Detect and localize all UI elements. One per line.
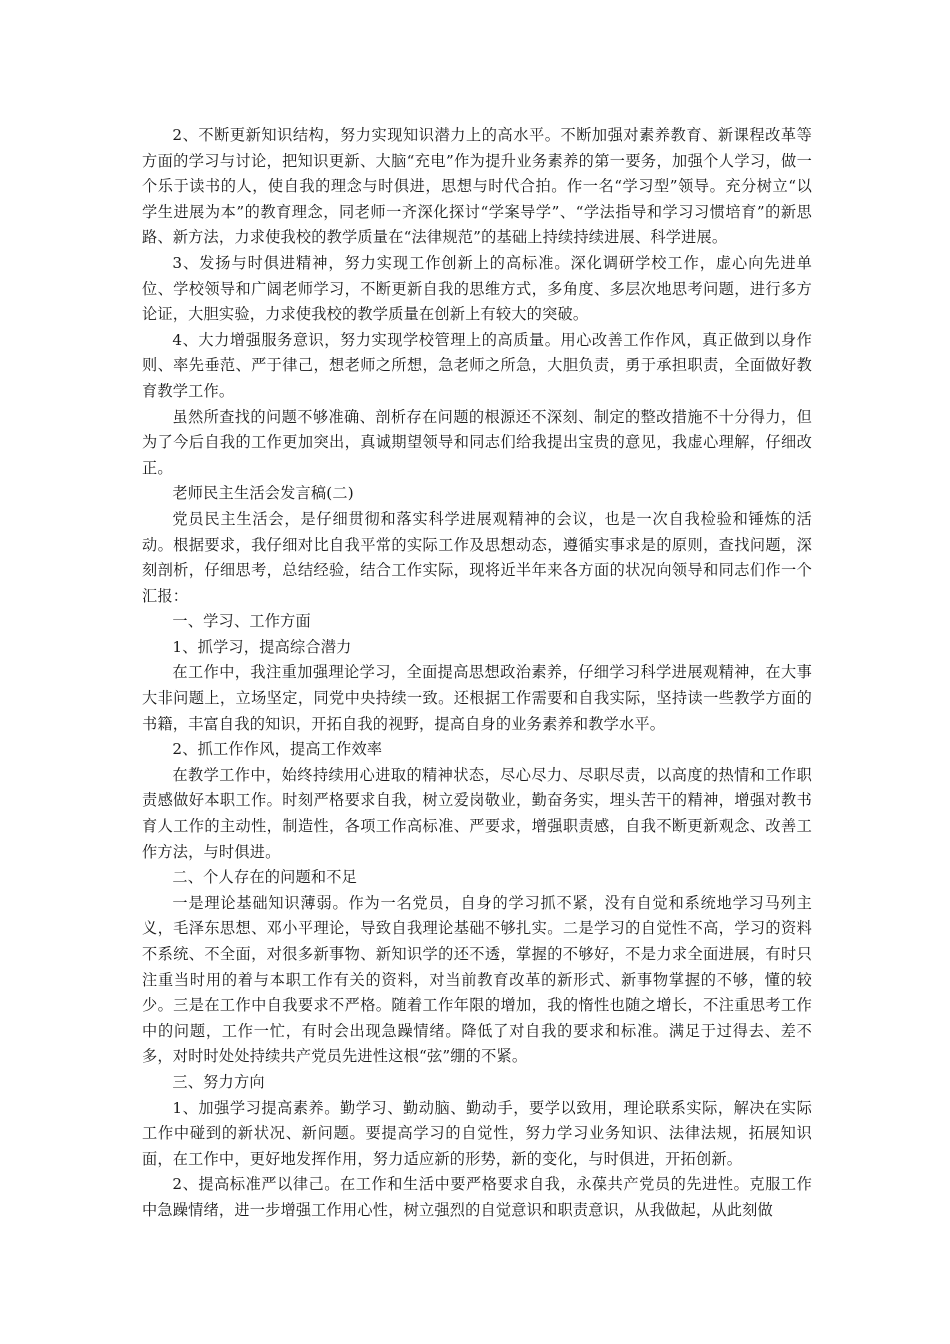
subsection-heading: 1、抓学习，提高综合潜力 xyxy=(172,637,352,656)
section-heading: 三、努力方向 xyxy=(172,1072,265,1091)
paragraph: 1、加强学习提高素养。勤学习、勤动脑、勤动手，要学以致用，理论联系实际，解决在实际工作中碰到的新状况、新问题。要提高学习的自觉性，努力学习业务知识、法律法规，拓展知识面，在工作中，更好地发挥作用，努力适应新的形势，新的变化，与时俱进，开拓创新。 xyxy=(142,1098,812,1168)
document-body xyxy=(142,123,812,1224)
section-heading: 一、学习、工作方面 xyxy=(172,612,311,631)
section-title: 老师民主生活会发言稿(二) xyxy=(172,484,354,503)
paragraph: 2、提高标准严以律己。在工作和生活中要严格要求自我，永葆共产党员的先进性。克服工作中急躁情绪，进一步增强工作用心性，树立强烈的自觉意识和职责意识，从我做起，从此刻做 xyxy=(142,1175,812,1219)
subsection-heading: 2、抓工作作风，提高工作效率 xyxy=(172,740,383,759)
paragraph: 4、大力增强服务意识，努力实现学校管理上的高质量。用心改善工作作风，真正做到以身作则、率先垂范、严于律己，想老师之所想，急老师之所急，大胆负责，勇于承担职责，全面做好教育教学工作。 xyxy=(142,330,812,400)
paragraph: 2、不断更新知识结构，努力实现知识潜力上的高水平。不断加强对素养教育、新课程改革等方面的学习与讨论，把知识更新、大脑“充电”作为提升业务素养的第一要务，加强个人学习，做一个乐于读书的人，使自我的理念与时俱进，思想与时代合拍。作一名“学习型”领导。充分树立“以学生进展为本”的教育理念，同老师一齐深化探讨“学案导学”、“学法指导和学习习惯培育”的新思路、新方法，力求使我校的教学质量在“法律规范”的基础上持续持续进展、科学进展。 xyxy=(142,126,812,247)
section-heading: 二、个人存在的问题和不足 xyxy=(172,868,358,887)
paragraph: 一是理论基础知识薄弱。作为一名党员，自身的学习抓不紧，没有自觉和系统地学习马列主义，毛泽东思想、邓小平理论，导致自我理论基础不够扎实。二是学习的自觉性不高，学习的资料不系统、不全面，对很多新事物、新知识学的还不透，掌握的不够好，不是力求全面进展，有时只注重当时用的着与本职工作有关的资料，对当前教育改革的新形式、新事物掌握的不够，懂的较少。三是在工作中自我要求不严格。随着工作年限的增加，我的惰性也随之增长，不注重思考工作中的问题，工作一忙，有时会出现急躁情绪。降低了对自我的要求和标准。满足于过得去、差不多，对时时处处持续共产党员先进性这根“弦”绷的不紧。 xyxy=(142,893,812,1066)
paragraph: 党员民主生活会，是仔细贯彻和落实科学进展观精神的会议，也是一次自我检验和锤炼的活动。根据要求，我仔细对比自我平常的实际工作及思想动态，遵循实事求是的原则，查找问题，深刻剖析，仔细思考，总结经验，结合工作实际，现将近半年来各方面的状况向领导和同志们作一个汇报： xyxy=(142,509,812,605)
paragraph: 虽然所查找的问题不够准确、剖析存在问题的根源还不深刻、制定的整改措施不十分得力，但为了今后自我的工作更加突出，真诚期望领导和同志们给我提出宝贵的意见，我虚心理解，仔细改正。 xyxy=(142,407,812,477)
paragraph: 在工作中，我注重加强理论学习，全面提高思想政治素养，仔细学习科学进展观精神，在大事大非问题上，立场坚定，同党中央持续一致。还根据工作需要和自我实际，坚持读一些教学方面的书籍，丰富自我的知识，开拓自我的视野，提高自身的业务素养和教学水平。 xyxy=(142,663,812,733)
paragraph: 3、发扬与时俱进精神，努力实现工作创新上的高标准。深化调研学校工作，虚心向先进单位、学校领导和广阔老师学习，不断更新自我的思维方式，多角度、多层次地思考问题，进行多方论证，大胆实验，力求使我校的教学质量在创新上有较大的突破。 xyxy=(142,253,812,324)
paragraph: 在教学工作中，始终持续用心进取的精神状态，尽心尽力、尽职尽责，以高度的热情和工作职责感做好本职工作。时刻严格要求自我，树立爱岗敬业，勤奋务实，埋头苦干的精神，增强对教书育人工作的主动性，制造性，各项工作高标准、严要求，增强职责感，自我不断更新观念、改善工作方法，与时俱进。 xyxy=(142,765,812,861)
